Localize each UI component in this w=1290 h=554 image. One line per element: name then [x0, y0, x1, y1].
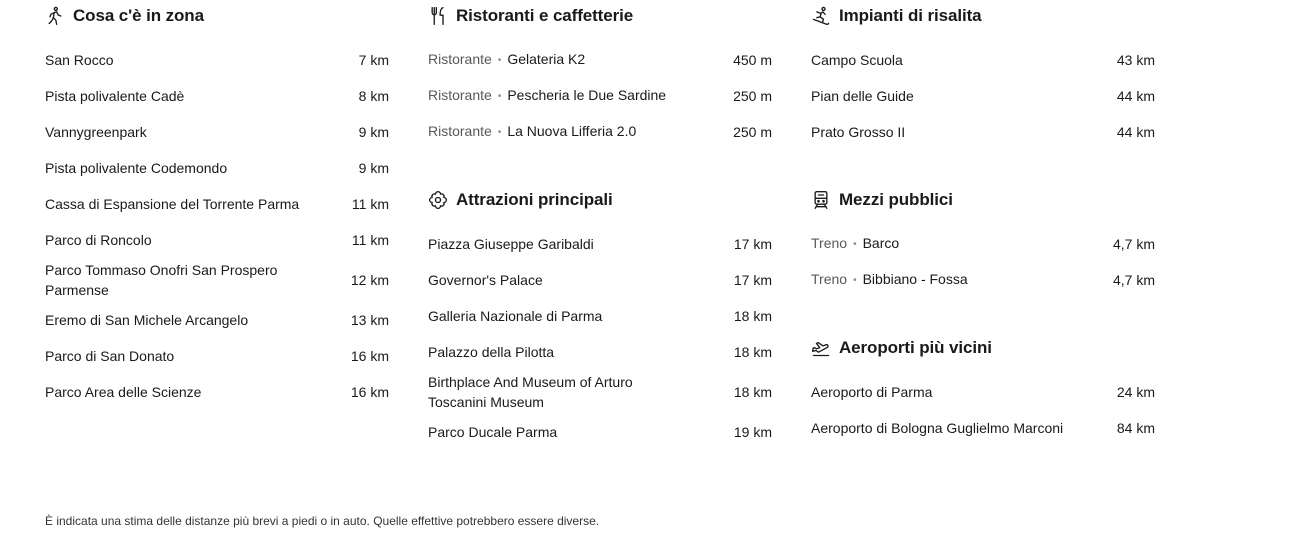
item-distance: 84 km	[1116, 420, 1155, 436]
item-name: Vannygreenpark	[45, 124, 147, 140]
item-category: Ristorante	[428, 50, 492, 67]
list-item	[428, 226, 772, 262]
item-distance: 8 km	[358, 88, 389, 104]
list-item	[811, 262, 1155, 298]
item-name: Birthplace And Museum of Arturo Toscanini Museum	[428, 374, 633, 410]
item-name	[811, 233, 1113, 256]
airports-header	[811, 332, 1155, 364]
item-distance: 11 km	[351, 232, 389, 248]
fork-knife-icon	[428, 6, 448, 26]
item-name: Campo Scuola	[811, 52, 903, 68]
item-distance: 17 km	[733, 236, 772, 252]
restaurants-title: Ristoranti e caffetterie	[456, 6, 634, 25]
item-distance: 17 km	[733, 272, 772, 288]
item-distance: 18 km	[733, 384, 772, 400]
list-item	[428, 42, 772, 78]
item-distance: 44 km	[1116, 88, 1155, 104]
list-item	[45, 258, 389, 302]
transit-section	[811, 184, 1155, 298]
item-name: San Rocco	[45, 52, 114, 68]
item-name: Parco Area delle Scienze	[45, 384, 202, 400]
list-item	[428, 334, 772, 370]
list-item	[811, 114, 1155, 150]
list-item	[428, 114, 772, 150]
restaurants-section	[428, 0, 772, 150]
list-item	[428, 414, 772, 450]
list-item	[45, 78, 389, 114]
item-title: Barco	[862, 234, 900, 251]
item-name: Pian delle Guide	[811, 88, 914, 104]
separator-dot: •	[853, 238, 857, 250]
item-distance: 250 m	[733, 124, 772, 140]
airports-title: Aeroporti più vicini	[839, 338, 992, 357]
list-item	[428, 78, 772, 114]
ski-lifts-list	[811, 42, 1155, 150]
list-item	[811, 410, 1155, 446]
list-item	[45, 150, 389, 186]
walking-person-icon	[45, 6, 65, 26]
attractions-section	[428, 184, 772, 450]
distance-disclaimer: È indicata una stima delle distanze più brevi a piedi o in auto. Quelle effettive potrebbero essere diverse.	[45, 514, 600, 528]
list-item	[45, 114, 389, 150]
item-name	[811, 269, 1113, 292]
item-distance: 450 m	[733, 52, 772, 68]
item-category: Treno	[811, 270, 848, 287]
list-item	[45, 222, 389, 258]
item-name	[428, 121, 733, 144]
list-item	[45, 42, 389, 78]
item-name: Parco di San Donato	[45, 348, 175, 364]
separator-dot: •	[853, 274, 857, 286]
item-title: Pescheria le Due Sardine	[507, 86, 667, 103]
nearby-header	[45, 0, 389, 32]
item-distance: 7 km	[358, 52, 389, 68]
transit-list	[811, 226, 1155, 298]
list-item	[45, 338, 389, 374]
item-name: Eremo di San Michele Arcangelo	[45, 312, 249, 328]
item-category: Ristorante	[428, 122, 492, 139]
nearby-title: Cosa c'è in zona	[73, 6, 204, 25]
item-title: Gelateria K2	[507, 50, 586, 67]
gear-flower-icon	[428, 190, 448, 210]
item-distance: 43 km	[1116, 52, 1155, 68]
item-title: Bibbiano - Fossa	[862, 270, 968, 287]
item-distance: 16 km	[350, 384, 389, 400]
item-name	[428, 85, 733, 108]
list-item	[45, 374, 389, 410]
separator-dot: •	[497, 54, 502, 66]
column-3	[811, 0, 1155, 464]
list-item	[811, 42, 1155, 78]
skier-icon	[811, 6, 831, 26]
item-distance: 9 km	[358, 160, 389, 176]
attractions-header	[428, 184, 772, 216]
item-distance: 11 km	[351, 196, 389, 212]
list-item	[811, 374, 1155, 410]
train-icon	[811, 190, 831, 210]
item-distance: 16 km	[350, 348, 389, 364]
item-distance: 24 km	[1116, 384, 1155, 400]
item-name: Pista polivalente Cadè	[45, 88, 185, 104]
list-item	[428, 370, 772, 414]
item-name: Governor's Palace	[428, 272, 543, 288]
item-distance: 19 km	[733, 424, 772, 440]
item-distance: 18 km	[733, 344, 772, 360]
separator-dot: •	[497, 126, 502, 138]
restaurants-header	[428, 0, 772, 32]
item-name: Aeroporto di Bologna Guglielmo Marconi	[811, 420, 1064, 436]
item-distance: 4,7 km	[1112, 236, 1155, 252]
item-name: Prato Grosso II	[811, 124, 906, 140]
attractions-title: Attrazioni principali	[456, 190, 613, 209]
separator-dot: •	[497, 90, 502, 102]
list-item	[811, 78, 1155, 114]
item-title: La Nuova Lifferia 2.0	[507, 122, 637, 139]
item-category: Ristorante	[428, 86, 492, 103]
list-item	[428, 298, 772, 334]
attractions-list	[428, 226, 772, 450]
nearby-section	[45, 0, 389, 410]
item-distance: 250 m	[733, 88, 772, 104]
column-1	[45, 0, 389, 428]
list-item	[811, 226, 1155, 262]
column-2	[428, 0, 772, 468]
item-distance: 13 km	[350, 312, 389, 328]
airports-list	[811, 374, 1155, 446]
transit-title: Mezzi pubblici	[839, 190, 953, 209]
item-name: Palazzo della Pilotta	[428, 344, 555, 360]
item-distance: 9 km	[358, 124, 389, 140]
item-distance: 44 km	[1116, 124, 1155, 140]
list-item	[428, 262, 772, 298]
item-name: Galleria Nazionale di Parma	[428, 308, 603, 324]
item-distance: 4,7 km	[1112, 272, 1155, 288]
airplane-icon	[811, 338, 831, 358]
transit-header	[811, 184, 1155, 216]
item-name	[428, 49, 733, 72]
ski-lifts-title: Impianti di risalita	[839, 6, 982, 25]
item-name: Piazza Giuseppe Garibaldi	[428, 236, 594, 252]
item-name: Pista polivalente Codemondo	[45, 160, 228, 176]
nearby-list	[45, 42, 389, 410]
restaurants-list	[428, 42, 772, 150]
item-name: Parco Ducale Parma	[428, 424, 558, 440]
item-name: Cassa di Espansione del Torrente Parma	[45, 196, 300, 212]
list-item	[45, 302, 389, 338]
item-category: Treno	[811, 234, 848, 251]
item-distance: 18 km	[733, 308, 772, 324]
item-distance: 12 km	[350, 272, 389, 288]
item-name: Parco Tommaso Onofri San Prospero Parmense	[45, 262, 278, 298]
item-name: Parco di Roncolo	[45, 232, 152, 248]
list-item	[45, 186, 389, 222]
airports-section	[811, 332, 1155, 446]
ski-lifts-section	[811, 0, 1155, 150]
ski-lifts-header	[811, 0, 1155, 32]
item-name: Aeroporto di Parma	[811, 384, 933, 400]
